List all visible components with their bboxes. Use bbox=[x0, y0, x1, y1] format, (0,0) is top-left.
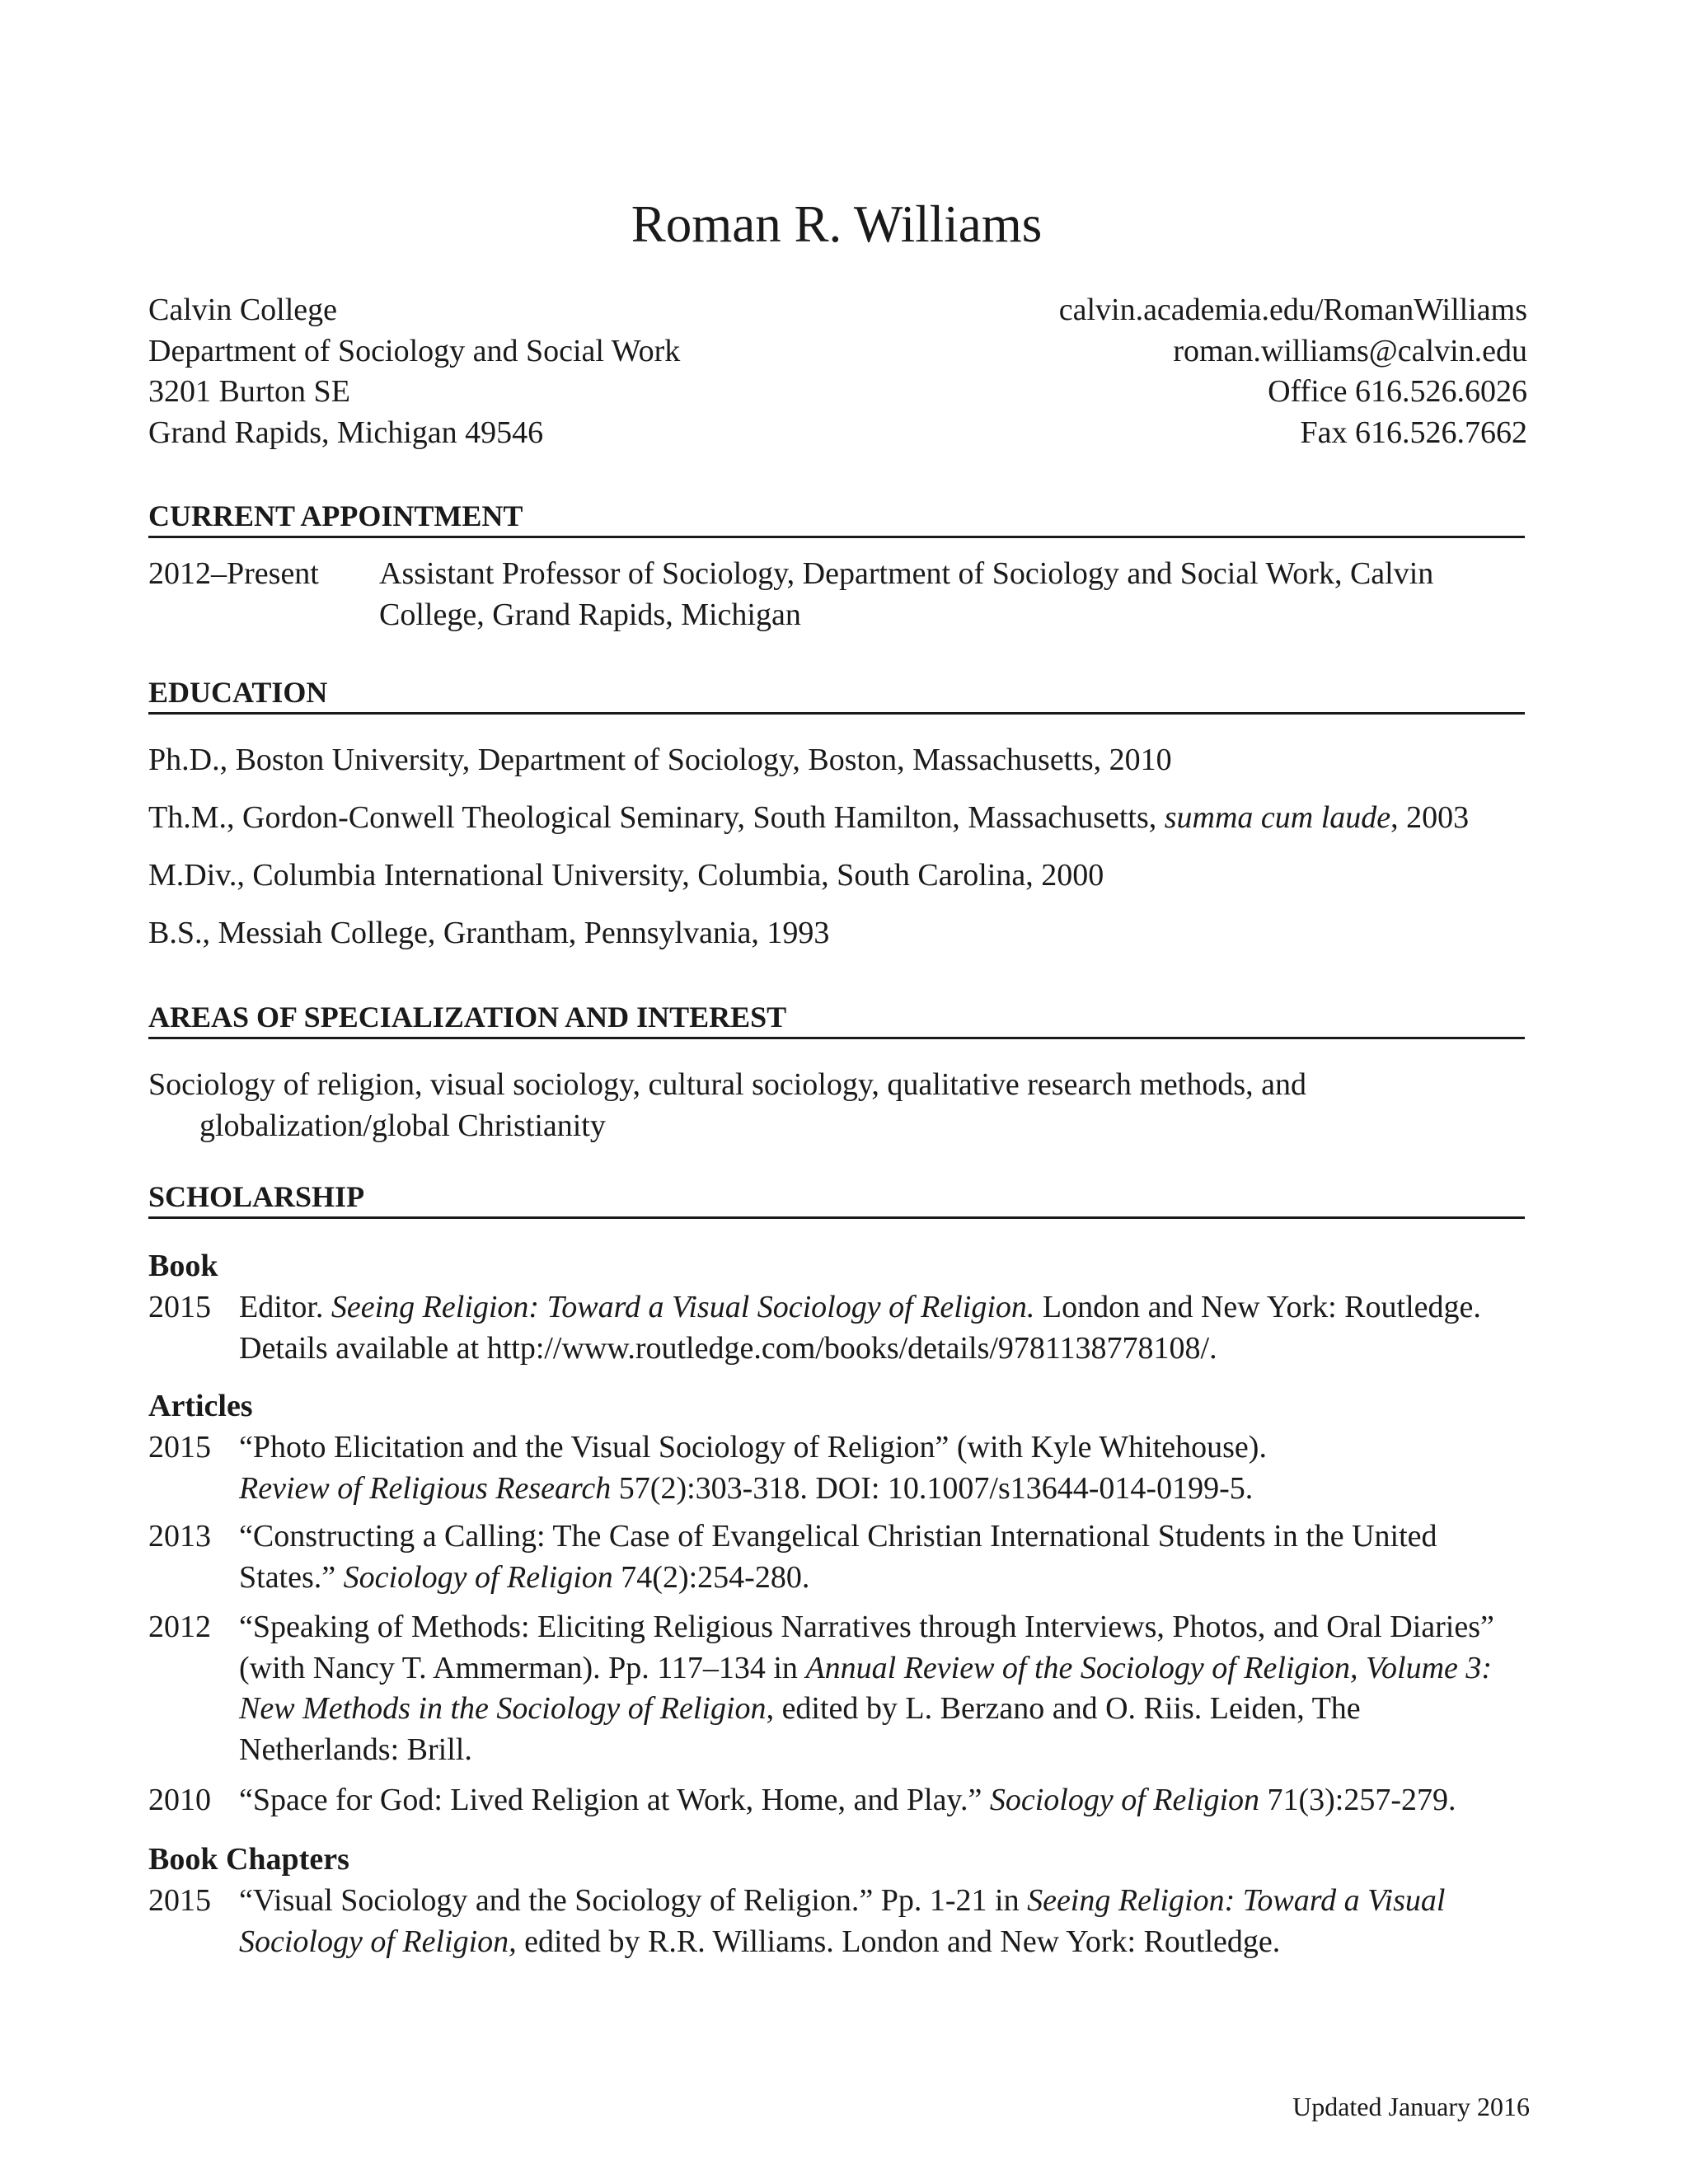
entry-text-part: , edited by L. Berzano and O. Riis. Leiden, The Netherlands: Brill. bbox=[239, 1691, 1361, 1767]
entry-text bbox=[239, 1881, 1525, 1962]
entry-text-part: London and New York: Routledge. Details available at http://www.routledge.com/books/details/9781138778108/. bbox=[239, 1290, 1481, 1366]
journal-title: Sociology of Religion bbox=[343, 1559, 613, 1595]
chapter-entry bbox=[148, 1881, 1525, 1962]
article-entry bbox=[148, 1516, 1525, 1598]
entry-text-part: “Speaking of Methods: Eliciting Religious Narratives through Interviews, Photos, and Oral Diaries” (with Nancy T. Ammerman). Pp. 117–134 in bbox=[239, 1610, 1494, 1685]
entry-year: 2012 bbox=[148, 1610, 211, 1644]
entry-year: 2015 bbox=[148, 1290, 211, 1324]
education-item: M.Div., Columbia International University, Columbia, South Carolina, 2000 bbox=[148, 858, 1104, 893]
entry-year: 2010 bbox=[148, 1783, 211, 1817]
entry-text bbox=[239, 1287, 1525, 1369]
entry-text-part: Editor. bbox=[239, 1290, 331, 1324]
address-line: 3201 Burton SE bbox=[148, 374, 350, 409]
entry-text-part: “Visual Sociology and the Sociology of Religion.” Pp. 1-21 in bbox=[239, 1883, 1028, 1918]
entry-year: 2015 bbox=[148, 1430, 211, 1465]
education-item: Ph.D., Boston University, Department of Sociology, Boston, Massachusetts, 2010 bbox=[148, 743, 1172, 777]
education-item-text: Th.M., Gordon-Conwell Theological Seminary, South Hamilton, Massachusetts, bbox=[148, 800, 1165, 835]
subheading-articles: Articles bbox=[148, 1389, 253, 1423]
email-link[interactable]: roman.williams@calvin.edu bbox=[1173, 333, 1527, 368]
entry-text-part: “Photo Elicitation and the Visual Sociology of Religion” (with Kyle Whitehouse). bbox=[239, 1430, 1267, 1465]
journal-title: Review of Religious Research bbox=[239, 1470, 612, 1506]
entry-text bbox=[239, 1607, 1525, 1770]
entry-text bbox=[239, 1427, 1525, 1509]
article-entry bbox=[148, 1780, 1525, 1821]
book-title: Seeing Religion: Toward a Visual Sociology of Religion. bbox=[331, 1290, 1035, 1324]
section-heading-scholarship: SCHOLARSHIP bbox=[148, 1179, 1525, 1219]
entry-year: 2015 bbox=[148, 1883, 211, 1918]
updated-date: Updated January 2016 bbox=[1292, 2092, 1530, 2121]
entry-text bbox=[239, 1780, 1525, 1821]
appointment-entry bbox=[148, 554, 1525, 635]
education-item: B.S., Messiah College, Grantham, Pennsylvania, 1993 bbox=[148, 916, 830, 950]
subheading-book: Book bbox=[148, 1249, 218, 1283]
article-entry bbox=[148, 1427, 1525, 1509]
article-entry bbox=[148, 1607, 1525, 1770]
journal-title: Annual Review of the Sociology of Religion, Volume 3: New Methods in the Sociology of Religion bbox=[239, 1650, 1493, 1726]
entry-text-part: “Constructing a Calling: The Case of Evangelical Christian International Students in the United States.” bbox=[239, 1519, 1437, 1595]
areas-text: Sociology of religion, visual sociology, cultural sociology, qualitative research methods, and globalization/global Christianity bbox=[148, 1067, 1306, 1143]
entry-text-part: edited by R.R. Williams. London and New York: Routledge. bbox=[516, 1924, 1281, 1959]
address-line: Grand Rapids, Michigan 49546 bbox=[148, 415, 544, 450]
section-heading-areas: AREAS OF SPECIALIZATION AND INTEREST bbox=[148, 999, 1525, 1039]
entry-text-part: “Space for God: Lived Religion at Work, Home, and Play.” bbox=[239, 1783, 990, 1817]
entry-text-part: 71(3):257-279. bbox=[1259, 1783, 1456, 1817]
appointment-date: 2012–Present bbox=[148, 556, 319, 591]
book-entry bbox=[148, 1287, 1525, 1369]
subheading-book-chapters: Book Chapters bbox=[148, 1842, 349, 1877]
book-title: Seeing Religion: Toward a Visual Sociology of Religion, bbox=[239, 1883, 1446, 1959]
office-phone: Office 616.526.6026 bbox=[1268, 374, 1527, 409]
appointment-text: Assistant Professor of Sociology, Department of Sociology and Social Work, Calvin College, Grand Rapids, Michigan bbox=[379, 556, 1434, 632]
entry-text-part: 74(2):254-280. bbox=[612, 1559, 810, 1595]
fax-number: Fax 616.526.7662 bbox=[1300, 415, 1527, 450]
section-heading-education: EDUCATION bbox=[148, 674, 1525, 715]
section-heading-appointment: CURRENT APPOINTMENT bbox=[148, 498, 1525, 538]
address-line: Department of Sociology and Social Work bbox=[148, 333, 681, 368]
address-block bbox=[148, 290, 680, 453]
cv-name: Roman R. Williams bbox=[631, 195, 1043, 253]
address-line: Calvin College bbox=[148, 293, 338, 327]
entry-text bbox=[239, 1516, 1525, 1598]
entry-text-part: 57(2):303-318. DOI: 10.1007/s13644-014-0199-5. bbox=[611, 1470, 1254, 1506]
education-item bbox=[148, 798, 1469, 839]
education-item-year: , 2003 bbox=[1390, 800, 1470, 835]
entry-year: 2013 bbox=[148, 1519, 211, 1554]
contact-info-block bbox=[1059, 290, 1527, 453]
website-link[interactable]: calvin.academia.edu/RomanWilliams bbox=[1058, 293, 1527, 327]
education-honor: summa cum laude bbox=[1164, 800, 1391, 835]
journal-title: Sociology of Religion bbox=[989, 1783, 1259, 1817]
